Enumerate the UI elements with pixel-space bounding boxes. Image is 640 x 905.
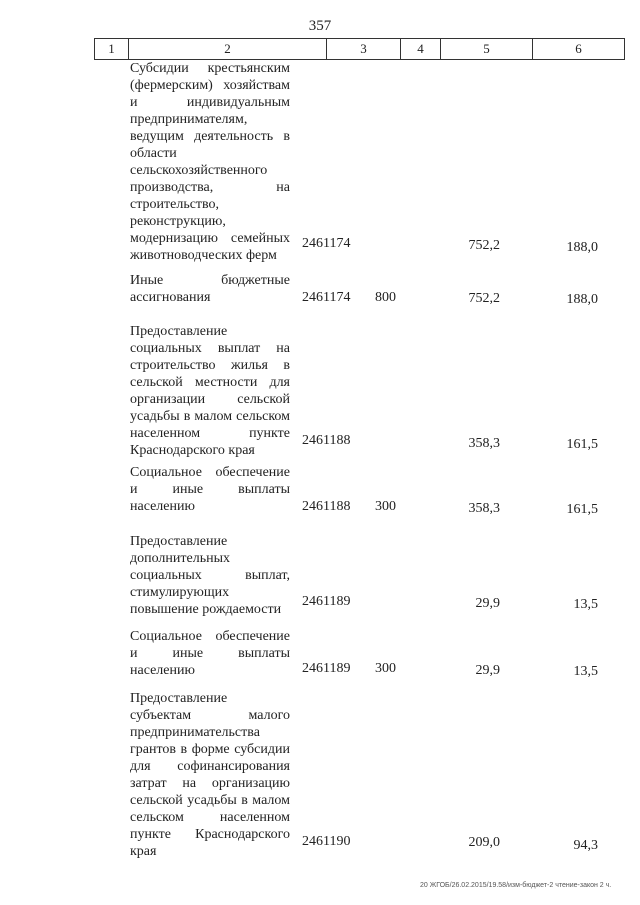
row-sum-1: 29,9 xyxy=(475,663,500,678)
row-type: 300 xyxy=(375,499,396,514)
header-col-5: 5 xyxy=(441,39,533,59)
header-col-4: 4 xyxy=(401,39,441,59)
row-sum-2: 94,3 xyxy=(573,838,598,853)
row-code: 2461189 xyxy=(302,661,351,676)
row-description: Предоставление субъектам малого предпринимательства грантов в форме субсидии для софинансирования затрат на организацию сельской усадьбы в малом сельском населенном пункте Краснодарского края xyxy=(130,691,290,859)
row-code: 2461190 xyxy=(302,834,351,849)
row-description: Социальное обеспечение и иные выплаты населению xyxy=(130,629,290,678)
row-description: Предоставление дополнительных социальных выплат, стимулирующих повышение рождаемости xyxy=(130,534,290,617)
row-description: Социальное обеспечение и иные выплаты населению xyxy=(130,465,290,514)
row-description: Субсидии крестьянским (фермерским) хозяйствам и индивидуальным предпринимателям, ведущим деятельность в области сельскохозяйственного производства, на строительство, реконструкцию, модернизацию семейных животноводческих ферм xyxy=(130,61,290,263)
row-sum-2: 161,5 xyxy=(566,502,598,517)
row-code: 2461188 xyxy=(302,499,351,514)
row-sum-1: 752,2 xyxy=(468,291,500,306)
row-description: Иные бюджетные ассигнования xyxy=(130,273,290,305)
table-header xyxy=(94,38,625,60)
row-sum-2: 13,5 xyxy=(573,664,598,679)
row-sum-2: 188,0 xyxy=(566,240,598,255)
row-type: 800 xyxy=(375,290,396,305)
header-col-6: 6 xyxy=(533,39,625,59)
row-sum-1: 358,3 xyxy=(468,436,500,451)
header-col-2: 2 xyxy=(129,39,327,59)
row-sum-2: 13,5 xyxy=(573,597,598,612)
row-sum-1: 29,9 xyxy=(475,596,500,611)
header-col-3: 3 xyxy=(327,39,401,59)
row-type: 300 xyxy=(375,661,396,676)
header-col-1: 1 xyxy=(95,39,129,59)
row-sum-1: 752,2 xyxy=(468,238,500,253)
row-code: 2461174 xyxy=(302,290,351,305)
page-number: 357 xyxy=(308,18,332,34)
row-sum-1: 209,0 xyxy=(468,835,500,850)
footer-stamp: 20 ЖГОБ/26.02.2015/19.58/изм-бюджет-2 чтение-закон 2 ч. xyxy=(420,882,612,889)
row-code: 2461188 xyxy=(302,433,351,448)
row-sum-1: 358,3 xyxy=(468,501,500,516)
row-code: 2461189 xyxy=(302,594,351,609)
row-description: Предоставление социальных выплат на строительство жилья в сельской местности для организации сельской усадьбы в малом сельском населенном пункте Краснодарского края xyxy=(130,324,290,458)
row-sum-2: 188,0 xyxy=(566,292,598,307)
row-code: 2461174 xyxy=(302,236,351,251)
row-sum-2: 161,5 xyxy=(566,437,598,452)
